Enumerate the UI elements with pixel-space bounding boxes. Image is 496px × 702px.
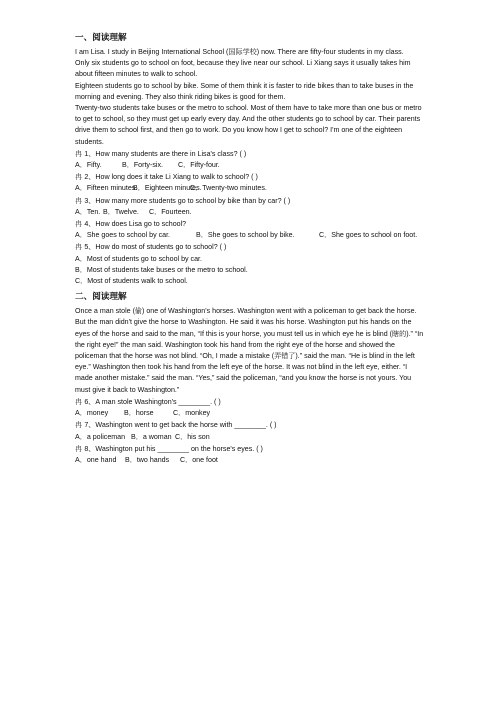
question-text: A man stole Washington's ________. ( ) — [95, 397, 221, 406]
option-b[interactable]: B．Eighteen minutes. — [133, 184, 202, 193]
question-number-marker: 冉 — [75, 195, 85, 205]
option-b[interactable]: B．two hands — [125, 455, 170, 464]
question-number: 7、 — [84, 421, 96, 430]
question-number-marker: 冉 — [75, 242, 85, 252]
question-8-options — [75, 455, 426, 466]
option-a[interactable]: A．money — [75, 409, 109, 418]
option-c[interactable]: C．monkey — [173, 409, 211, 418]
section1-heading: 一、阅读理解 — [75, 33, 127, 43]
question-text: How many more students go to school by bike than by car? ( ) — [95, 196, 291, 205]
option-b[interactable]: B．a woman — [131, 432, 172, 441]
option-c[interactable]: C．his son — [175, 432, 210, 441]
option-a[interactable]: A．Most of students go to school by car. — [75, 254, 202, 263]
question-7-options — [75, 432, 426, 443]
question-number: 2、 — [84, 173, 96, 182]
option-c[interactable]: C．one foot — [180, 455, 218, 464]
question-number-marker: 冉 — [75, 420, 85, 430]
question-number: 8、 — [84, 444, 96, 453]
question-text: How does Lisa go to school? — [95, 220, 187, 229]
question-6-options — [75, 408, 426, 419]
option-c[interactable]: C．Most of students walk to school. — [75, 277, 188, 286]
option-b[interactable]: B．Most of students take buses or the metro to school. — [75, 265, 248, 274]
passage1-paragraph-2: Only six students go to school on foot, because they live near our school. Li Xiang says it usually takes him about fifteen minutes to walk to school. — [75, 59, 411, 79]
question-text: How do most of students go to school? ( ) — [95, 243, 227, 252]
question-4-options — [75, 230, 426, 241]
option-a[interactable]: A．She goes to school by car. — [75, 231, 171, 240]
option-b[interactable]: B．horse — [124, 409, 154, 418]
passage2-paragraph: Once a man stole (偷) one of Washington's horses. Washington went with a policeman to get back the horse. But the man didn't give the horse to Washington. He said it was his horse. Washington put his hands on the eyes of the horse and said to the man, “If this is your horse, you must tell us in which eye he is blind (瞎的).” “In the right eye!” the man said. Washington took his hand from the right eye of the horse and showed the policeman that the horse was not blind. “Oh, I made a mistake (弄错了).” said the man. “He is blind in the left eye.” Washington then took his hand from the left eye of the horse. It was not blind in the left eye, either. “I made another mistake.” said the man. “Yes,” said the policeman, “and you know the horse is not yours. You must give it back to Washington.” — [75, 307, 424, 394]
question-2 — [75, 171, 426, 183]
option-a[interactable]: A．Ten. — [75, 207, 101, 216]
question-number-marker: 冉 — [75, 148, 85, 158]
option-b[interactable]: B．Twelve. — [103, 207, 139, 216]
question-5 — [75, 241, 426, 253]
question-text: How long does it take Li Xiang to walk to school? ( ) — [95, 173, 258, 182]
question-1-options — [75, 160, 426, 171]
question-text: How many students are there in Lisa's class? ( ) — [95, 149, 247, 158]
question-6 — [75, 396, 426, 408]
option-b[interactable]: B．She goes to school by bike. — [196, 231, 295, 240]
question-text: Washington went to get back the horse with ________. ( ) — [95, 421, 277, 430]
question-4 — [75, 218, 426, 230]
option-a[interactable]: A．Fifteen minutes. — [75, 184, 138, 193]
question-number: 3、 — [84, 196, 96, 205]
question-2-options — [75, 183, 426, 194]
question-8 — [75, 443, 426, 455]
question-7 — [75, 419, 426, 431]
question-number: 4、 — [84, 220, 96, 229]
question-text: Washington put his ________ on the horse's eyes. ( ) — [95, 444, 263, 453]
question-number-marker: 冉 — [75, 172, 85, 182]
question-number: 5、 — [84, 243, 96, 252]
question-1 — [75, 148, 426, 160]
option-c[interactable]: C．Fifty-four. — [178, 161, 220, 170]
passage1-paragraph-4: Twenty-two students take buses or the metro to school. Most of them have to take more than one bus or metro to get to school, so they must get up early every day. And the other students go to school by car. Their parents drive them to school first, and then go to work. Do you know how I get to school? I'm one of the eighteen students. — [75, 104, 422, 146]
passage1-paragraph-1: I am Lisa. I study in Beijing International School (国际学校) now. There are fifty-four students in my class. — [75, 48, 404, 56]
question-3 — [75, 195, 426, 207]
option-c[interactable]: C．Twenty-two minutes. — [190, 184, 267, 193]
option-c[interactable]: C．She goes to school on foot. — [319, 231, 418, 240]
question-number: 1、 — [84, 149, 96, 158]
question-number-marker: 冉 — [75, 396, 85, 406]
option-a[interactable]: A．Fifty. — [75, 161, 102, 170]
question-3-options — [75, 207, 426, 218]
section2-heading: 二、阅读理解 — [75, 292, 127, 303]
passage1-paragraph-3: Eighteen students go to school by bike. Some of them think it is faster to ride bikes than to take buses in the morning and evening. They also think riding bikes is good for them. — [75, 81, 414, 101]
question-number-marker: 冉 — [75, 443, 85, 453]
option-a[interactable]: A．one hand — [75, 455, 117, 464]
option-b[interactable]: B．Forty-six. — [122, 161, 163, 170]
question-number: 6、 — [84, 397, 96, 406]
option-a[interactable]: A．a policeman — [75, 432, 126, 441]
question-number-marker: 冉 — [75, 219, 85, 229]
option-c[interactable]: C．Fourteen. — [149, 207, 192, 216]
